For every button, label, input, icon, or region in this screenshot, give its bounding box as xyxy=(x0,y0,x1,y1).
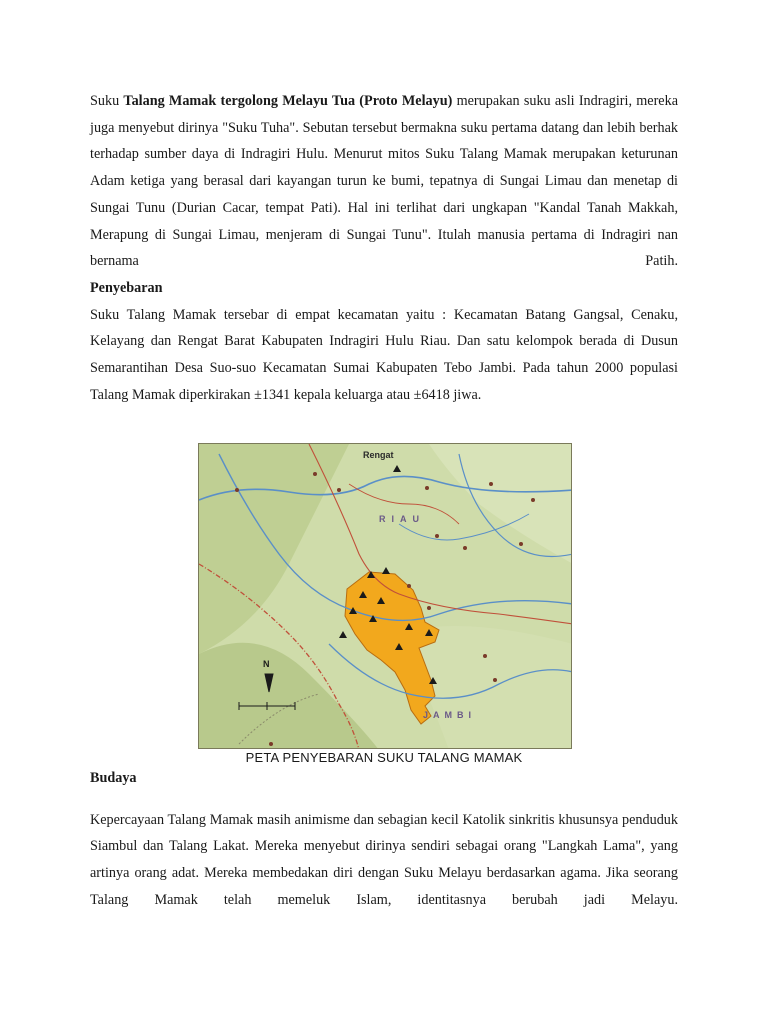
intro-paragraph xyxy=(90,88,678,275)
map-label-riau: RIAU xyxy=(379,514,425,525)
map-label-rengat: Rengat xyxy=(363,450,394,461)
intro-prefix: Suku xyxy=(90,93,124,109)
budaya-paragraph: Kepercayaan Talang Mamak masih animisme dan sebagian kecil Katolik sinkritis khusunsya penduduk Siambul dan Talang Lakat. Mereka menyebut dirinya sendiri sebagai orang "Langkah Lama", yang artinya orang adat. Mereka membedakan diri dengan Suku Melayu berdasarkan agama. Jika seorang Talang Mamak telah memeluk Islam, identitasnya berubah jadi Melayu. xyxy=(90,811,678,908)
figure xyxy=(198,443,572,749)
figure-caption: PETA PENYEBARAN SUKU TALANG MAMAK xyxy=(245,750,523,765)
intro-bold-phrase: Talang Mamak tergolong Melayu Tua (Proto Melayu) xyxy=(123,93,453,109)
heading-budaya: Budaya xyxy=(90,770,137,786)
map-graphic xyxy=(199,444,572,749)
intro-rest: merupakan suku asli Indragiri, mereka juga menyebut dirinya "Suku Tuha". Sebutan tersebut bermakna suku pertama datang dan lebih berhak terhadap sumber daya di Indragiri Hulu. Menurut mitos Suku Talang Mamak merupakan keturunan Adam ketiga yang berasal dari kayangan turun ke bumi, tepatnya di Sungai Limau dan menetap di Sungai Tunu (Durian Cacar, tempat Pati). Hal ini terlihat dari ungkapan "Kandal Tanah Makkah, Merapung di Sungai Limau, menjeram di Sungai Tunu". Itulah manusia pertama di Indragiri nan bernama Patih. xyxy=(90,93,678,270)
north-arrow-icon: N xyxy=(263,659,270,670)
map-label-jambi: JAMBI xyxy=(423,710,477,721)
document-body xyxy=(90,88,678,749)
budaya-section xyxy=(90,765,678,914)
distribution-map xyxy=(198,443,572,749)
heading-penyebaran: Penyebaran xyxy=(90,279,163,296)
penyebaran-paragraph: Suku Talang Mamak tersebar di empat kecamatan yaitu : Kecamatan Batang Gangsal, Cenaku, Kelayang dan Rengat Barat Kabupaten Indragiri Hulu Riau. Dan satu kelompok berada di Dusun Semarantihan Desa Suo-suo Kecamatan Sumai Kabupaten Tebo Jambi. Pada tahun 2000 populasi Talang Mamak diperkirakan ±1341 kepala keluarga atau ±6418 jiwa. xyxy=(90,306,678,403)
